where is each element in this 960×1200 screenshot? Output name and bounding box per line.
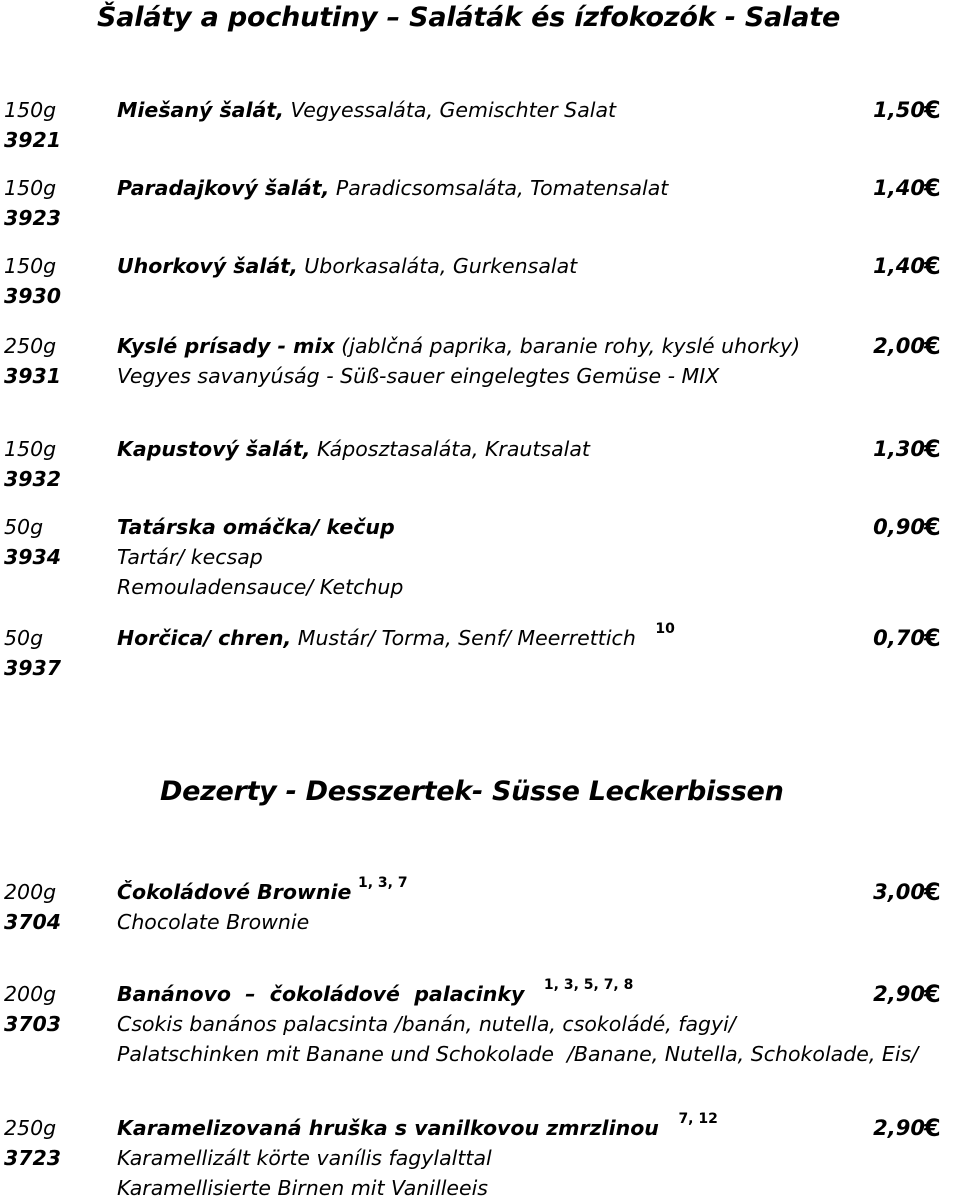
euro-icon: € <box>924 624 941 652</box>
item-name-line <box>117 98 616 122</box>
item-weight: 150g <box>4 176 57 200</box>
item-name-line <box>117 875 408 907</box>
item-name-line <box>117 621 675 653</box>
item-code: 3723 <box>4 1146 62 1170</box>
euro-icon: € <box>924 435 941 463</box>
item-description-line: Vegyes savanyúság - Süß-sauer eingelegtes Gemüse - MIX <box>117 364 720 388</box>
item-name-line <box>117 334 800 358</box>
item-name: Miešaný šalát, <box>117 98 284 122</box>
item-name: Karamelizovaná hruška s vanilkovou zmrzlinou <box>117 1116 659 1140</box>
item-code: 3930 <box>4 284 62 308</box>
item-price: 1,50 <box>873 98 925 122</box>
euro-icon: € <box>924 878 941 906</box>
item-code: 3704 <box>4 910 62 934</box>
item-translations: Vegyessaláta, Gemischter Salat <box>283 98 617 122</box>
item-weight: 150g <box>4 98 57 122</box>
item-description-line: Remouladensauce/ Ketchup <box>117 575 404 599</box>
salads-section-title: Šaláty a pochutiny – Saláták és ízfokozók - Salate <box>97 2 841 33</box>
item-price: 1,30 <box>873 437 925 461</box>
item-name-line <box>117 977 634 1009</box>
item-price: 1,40 <box>873 176 925 200</box>
item-price: 0,90 <box>873 515 925 539</box>
item-translations: Káposztasaláta, Krautsalat <box>310 437 590 461</box>
euro-icon: € <box>924 1114 941 1142</box>
item-code: 3937 <box>4 656 62 680</box>
item-weight: 200g <box>4 880 57 904</box>
item-name: Horčica/ chren, <box>117 626 292 650</box>
item-price: 1,40 <box>873 254 925 278</box>
item-code: 3921 <box>4 128 62 152</box>
euro-icon: € <box>924 174 941 202</box>
euro-icon: € <box>924 513 941 541</box>
item-description-line: Karamellisierte Birnen mit Vanilleeis <box>117 1176 488 1200</box>
item-name-line <box>117 254 577 278</box>
item-name: Paradajkový šalát, <box>117 176 330 200</box>
item-translations: Mustár/ Torma, Senf/ Meerrettich <box>291 626 636 650</box>
item-price: 2,90 <box>873 1116 925 1140</box>
item-translations: (jablčná paprika, baranie rohy, kyslé uhorky) <box>334 334 801 358</box>
item-description-line: Karamellizált körte vanílis fagylalttal <box>117 1146 492 1170</box>
item-allergens: 7, 12 <box>678 1111 718 1127</box>
item-description-line: Csokis banános palacsinta /banán, nutella, csokoládé, fagyi/ <box>117 1012 736 1036</box>
item-description-line: Chocolate Brownie <box>117 910 310 934</box>
item-code: 3932 <box>4 467 62 491</box>
item-allergens: 10 <box>655 621 675 637</box>
item-name: Uhorkový šalát, <box>117 254 298 278</box>
item-code: 3934 <box>4 545 62 569</box>
item-weight: 150g <box>4 254 57 278</box>
item-weight: 150g <box>4 437 57 461</box>
item-weight: 250g <box>4 1116 57 1140</box>
item-name-line <box>117 1111 718 1143</box>
item-translations: Uborkasaláta, Gurkensalat <box>297 254 578 278</box>
item-code: 3931 <box>4 364 62 388</box>
item-code: 3923 <box>4 206 62 230</box>
item-description-line: Palatschinken mit Banane und Schokolade /Banane, Nutella, Schokolade, Eis/ <box>117 1042 919 1066</box>
item-name: Čokoládové Brownie <box>117 880 352 904</box>
euro-icon: € <box>924 980 941 1008</box>
item-weight: 50g <box>4 515 44 539</box>
item-price: 3,00 <box>873 880 925 904</box>
item-name-line <box>117 515 395 539</box>
euro-icon: € <box>924 96 941 124</box>
item-name-line <box>117 176 668 200</box>
item-code: 3703 <box>4 1012 62 1036</box>
desserts-section-title: Dezerty - Desszertek- Süsse Leckerbissen <box>160 776 784 807</box>
item-weight: 200g <box>4 982 57 1006</box>
item-price: 2,00 <box>873 334 925 358</box>
item-name: Kapustový šalát, <box>117 437 311 461</box>
item-name: Tatárska omáčka/ kečup <box>117 515 395 539</box>
item-weight: 50g <box>4 626 44 650</box>
item-translations: Paradicsomsaláta, Tomatensalat <box>329 176 669 200</box>
item-name: Banánovo – čokoládové palacinky <box>117 982 525 1006</box>
item-name-line <box>117 437 590 461</box>
item-weight: 250g <box>4 334 57 358</box>
euro-icon: € <box>924 332 941 360</box>
item-price: 2,90 <box>873 982 925 1006</box>
item-allergens: 1, 3, 5, 7, 8 <box>543 977 634 993</box>
item-description-line: Tartár/ kecsap <box>117 545 263 569</box>
item-name: Kyslé prísady - mix <box>117 334 335 358</box>
euro-icon: € <box>924 252 941 280</box>
item-allergens: 1, 3, 7 <box>357 875 408 891</box>
item-price: 0,70 <box>873 626 925 650</box>
